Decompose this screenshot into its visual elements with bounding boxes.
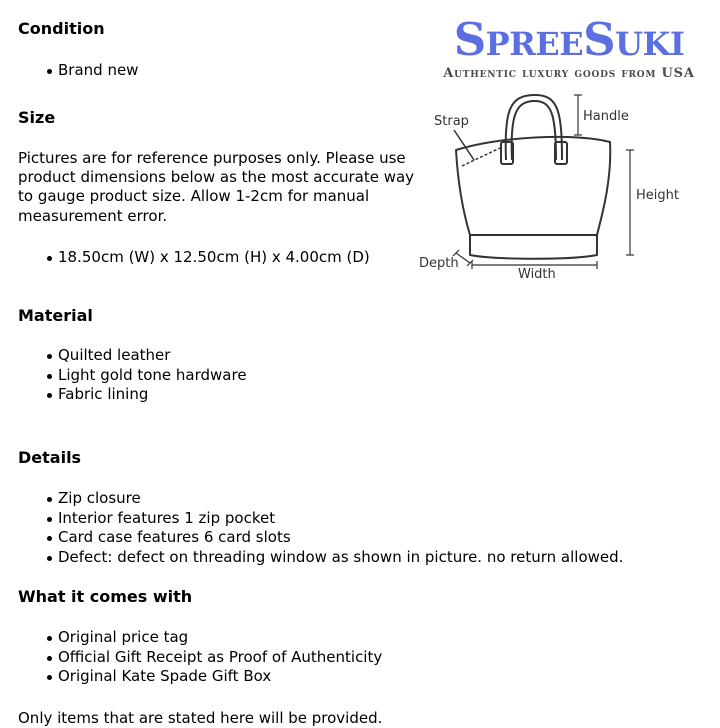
list-item: 18.50cm (W) x 12.50cm (H) x 4.00cm (D): [18, 248, 370, 268]
width-label: Width: [518, 267, 556, 282]
footer-note: Only items that are stated here will be provided.: [18, 709, 383, 727]
details-list: [18, 489, 623, 567]
condition-heading: Condition: [18, 19, 105, 38]
size-list: [18, 248, 370, 268]
list-item: Interior features 1 zip pocket: [18, 509, 623, 529]
list-item: Brand new: [18, 61, 138, 81]
size-description: Pictures are for reference purposes only. Please use product dimensions below as the most accurate way to gauge product size. Allow 1-2cm for manual measurement error.: [18, 149, 415, 225]
height-label: Height: [636, 188, 679, 203]
depth-label: Depth: [419, 256, 459, 271]
list-item: Zip closure: [18, 489, 623, 509]
bag-dimension-diagram: [412, 90, 712, 285]
material-heading: Material: [18, 306, 93, 325]
list-item: Fabric lining: [18, 385, 247, 405]
logo-tagline: Authentic luxury goods from USA: [443, 66, 695, 81]
list-item: Original Kate Spade Gift Box: [18, 667, 382, 687]
size-heading: Size: [18, 108, 56, 127]
condition-list: [18, 61, 138, 81]
list-item: Quilted leather: [18, 346, 247, 366]
details-heading: Details: [18, 448, 82, 467]
strap-label: Strap: [434, 114, 469, 129]
spreesuki-logo: [422, 12, 716, 84]
material-list: [18, 346, 247, 405]
list-item: Card case features 6 card slots: [18, 528, 623, 548]
logo-wordmark: SpreeSuki: [453, 13, 685, 66]
list-item: Defect: defect on threading window as shown in picture. no return allowed.: [18, 548, 623, 568]
list-item: Official Gift Receipt as Proof of Authenticity: [18, 648, 382, 668]
list-item: Original price tag: [18, 628, 382, 648]
list-item: Light gold tone hardware: [18, 366, 247, 386]
comes-with-list: [18, 628, 382, 687]
handle-label: Handle: [583, 109, 629, 124]
comes-with-heading: What it comes with: [18, 587, 193, 606]
